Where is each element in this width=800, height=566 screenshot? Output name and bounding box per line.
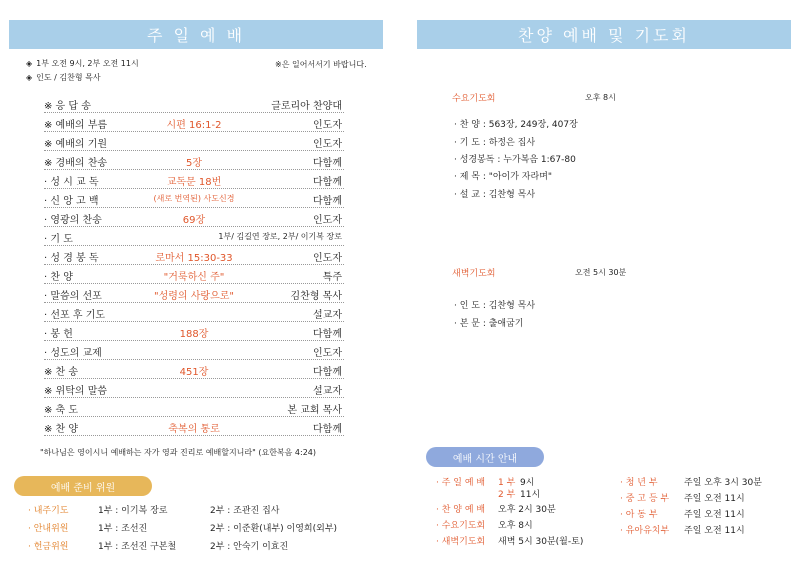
diamond-bullet-icon: ◈ bbox=[26, 73, 33, 82]
order-responsible: 다함께 bbox=[313, 367, 342, 378]
order-label: · 성도의 교제 bbox=[44, 348, 102, 359]
order-responsible: 설교자 bbox=[313, 386, 342, 397]
order-label: ※ 응 답 송 bbox=[44, 101, 91, 112]
order-row bbox=[44, 132, 344, 151]
order-detail: 교독문 18번 bbox=[166, 177, 222, 188]
order-label: ※ 찬 송 bbox=[44, 367, 79, 378]
order-responsible: 다함께 bbox=[313, 177, 342, 188]
order-detail: 188장 bbox=[179, 329, 209, 340]
order-row bbox=[44, 94, 344, 113]
dawn-prayer-time: 오전 5시 30분 bbox=[575, 268, 627, 277]
order-label: ※ 찬 양 bbox=[44, 424, 79, 435]
leader-text: 인도 / 김찬형 목사 bbox=[36, 73, 101, 82]
order-detail: 5장 bbox=[185, 158, 203, 169]
order-row bbox=[44, 303, 344, 322]
service-times-line bbox=[26, 58, 139, 69]
order-row bbox=[44, 151, 344, 170]
schedule-part: 1 부 bbox=[498, 478, 516, 488]
order-label: · 선포 후 기도 bbox=[44, 310, 106, 321]
committee-part1: 1부 : 이기복 장로 bbox=[98, 506, 168, 516]
schedule-row bbox=[436, 502, 556, 515]
schedule-time: 오후 2시 30분 bbox=[498, 505, 556, 515]
committee-part2: 2부 : 조관진 집사 bbox=[210, 506, 280, 516]
order-row bbox=[44, 265, 344, 284]
committee-part1: 1부 : 조선진 구본철 bbox=[98, 542, 177, 552]
order-label: · 신 앙 고 백 bbox=[44, 196, 99, 207]
committee-part1: 1부 : 조선진 bbox=[98, 524, 148, 534]
order-detail: 로마서 15:30-33 bbox=[155, 253, 233, 264]
schedule-part: 2 부 bbox=[498, 490, 516, 500]
schedule-name: · 청 년 부 bbox=[620, 478, 658, 488]
schedule-name: · 주 일 예 배 bbox=[436, 478, 486, 488]
schedule-row bbox=[620, 523, 745, 536]
schedule-name: · 아 동 부 bbox=[620, 510, 658, 520]
order-row bbox=[44, 208, 344, 227]
schedule-row bbox=[436, 518, 533, 531]
order-detail: (새로 번역된) 사도신경 bbox=[153, 194, 235, 203]
prep-committee-title: 예배 준비 위원 bbox=[14, 476, 152, 496]
order-responsible: 글로리아 찬양대 bbox=[271, 101, 342, 112]
order-detail: 451장 bbox=[179, 367, 209, 378]
order-responsible: 인도자 bbox=[313, 215, 342, 226]
order-row bbox=[44, 113, 344, 132]
wednesday-prayer-time: 오후 8시 bbox=[585, 93, 616, 102]
schedule-row bbox=[620, 491, 745, 504]
order-responsible: 다함께 bbox=[313, 329, 342, 340]
committee-part2: 2부 : 이준환(내부) 이영희(외부) bbox=[210, 524, 338, 534]
order-label: ※ 위탁의 말씀 bbox=[44, 386, 108, 397]
schedule-time: 9시 bbox=[520, 478, 535, 488]
schedule-name: · 중 고 등 부 bbox=[620, 494, 670, 504]
standing-note: ※은 일어서서기 바랍니다. bbox=[275, 60, 367, 69]
order-row bbox=[44, 360, 344, 379]
order-label: ※ 축 도 bbox=[44, 405, 79, 416]
sunday-service-banner: 주 일 예 배 bbox=[9, 20, 383, 49]
order-row bbox=[44, 379, 344, 398]
order-detail: "거룩하신 주" bbox=[163, 272, 225, 283]
order-responsible: 다함께 bbox=[313, 158, 342, 169]
order-label: · 성 시 교 독 bbox=[44, 177, 99, 188]
order-row bbox=[44, 189, 344, 208]
schedule-title: 예배 시간 안내 bbox=[426, 447, 544, 467]
schedule-name: · 유아유치부 bbox=[620, 526, 670, 536]
leader-line bbox=[26, 72, 101, 83]
service-times-text: 1부 오전 9시, 2부 오전 11시 bbox=[36, 59, 139, 68]
schedule-name: · 수요기도회 bbox=[436, 521, 486, 531]
schedule-time: 주일 오후 3시 30분 bbox=[684, 478, 762, 488]
wednesday-detail: · 설 교 : 김찬형 목사 bbox=[454, 190, 536, 200]
order-responsible: 인도자 bbox=[313, 253, 342, 264]
schedule-row bbox=[436, 475, 535, 488]
schedule-time: 오후 8시 bbox=[498, 521, 533, 531]
schedule-name: · 새벽기도회 bbox=[436, 537, 486, 547]
order-detail: 시편 16:1-2 bbox=[166, 120, 222, 131]
order-label: · 봉 헌 bbox=[44, 329, 73, 340]
wednesday-detail: · 성경봉독 : 누가복음 1:67-80 bbox=[454, 155, 576, 165]
order-responsible: 다함께 bbox=[313, 196, 342, 207]
order-row bbox=[44, 170, 344, 189]
order-row bbox=[44, 227, 344, 246]
order-detail: 69장 bbox=[182, 215, 206, 226]
dawn-prayer-title: 새벽기도회 bbox=[452, 269, 496, 279]
wednesday-prayer-title: 수요기도회 bbox=[452, 94, 496, 104]
committee-category: · 헌금위원 bbox=[28, 542, 69, 552]
order-detail: "성령의 사랑으로" bbox=[154, 291, 234, 302]
schedule-time: 새벽 5시 30분(월-토) bbox=[498, 537, 584, 547]
order-label: ※ 예배의 부름 bbox=[44, 120, 108, 131]
order-row bbox=[44, 322, 344, 341]
schedule-time: 11시 bbox=[520, 490, 541, 500]
scripture-quote: "하나님은 영이시니 예배하는 자가 영과 진리로 예배할지니라" (요한복음 4:24) bbox=[40, 448, 317, 457]
dawn-detail: · 본 문 : 출애굽기 bbox=[454, 319, 524, 329]
committee-category: · 내주기도 bbox=[28, 506, 69, 516]
schedule-time: 주일 오전 11시 bbox=[684, 494, 745, 504]
schedule-name: · 찬 양 예 배 bbox=[436, 505, 486, 515]
praise-prayer-banner: 찬양 예배 및 기도회 bbox=[417, 20, 791, 49]
order-responsible: 1부/ 김길연 장로, 2부/ 이기복 장로 bbox=[218, 232, 342, 241]
order-responsible: 다함께 bbox=[313, 424, 342, 435]
schedule-row bbox=[620, 507, 745, 520]
order-responsible: 인도자 bbox=[313, 120, 342, 131]
wednesday-detail: · 제 목 : "아이가 자라며" bbox=[454, 172, 553, 182]
order-label: · 말씀의 선포 bbox=[44, 291, 102, 302]
order-row bbox=[44, 341, 344, 360]
order-row bbox=[44, 246, 344, 265]
order-label: ※ 경배의 찬송 bbox=[44, 158, 108, 169]
committee-part2: 2부 : 안숙기 이효진 bbox=[210, 542, 289, 552]
committee-category: · 안내위원 bbox=[28, 524, 69, 534]
schedule-row bbox=[436, 534, 584, 547]
order-responsible: 김찬형 목사 bbox=[290, 291, 342, 302]
wednesday-detail: · 기 도 : 하정은 집사 bbox=[454, 138, 536, 148]
order-responsible: 본 교회 목사 bbox=[287, 405, 342, 416]
order-responsible: 인도자 bbox=[313, 139, 342, 150]
dawn-detail: · 인 도 : 김찬형 목사 bbox=[454, 301, 536, 311]
wednesday-detail: · 찬 양 : 563장, 249장, 407장 bbox=[454, 120, 578, 130]
schedule-time: 주일 오전 11시 bbox=[684, 526, 745, 536]
order-label: · 찬 양 bbox=[44, 272, 73, 283]
schedule-time: 주일 오전 11시 bbox=[684, 510, 745, 520]
order-responsible: 설교자 bbox=[313, 310, 342, 321]
order-row bbox=[44, 398, 344, 417]
diamond-bullet-icon: ◈ bbox=[26, 59, 33, 68]
order-detail: 축복의 통로 bbox=[168, 424, 220, 435]
schedule-row bbox=[620, 475, 762, 488]
order-row bbox=[44, 284, 344, 303]
order-label: ※ 예배의 기원 bbox=[44, 139, 108, 150]
order-responsible: 특주 bbox=[322, 272, 342, 283]
order-label: · 기 도 bbox=[44, 234, 73, 245]
order-row bbox=[44, 417, 344, 436]
order-responsible: 인도자 bbox=[313, 348, 342, 359]
order-label: · 영광의 찬송 bbox=[44, 215, 102, 226]
order-label: · 성 경 봉 독 bbox=[44, 253, 99, 264]
